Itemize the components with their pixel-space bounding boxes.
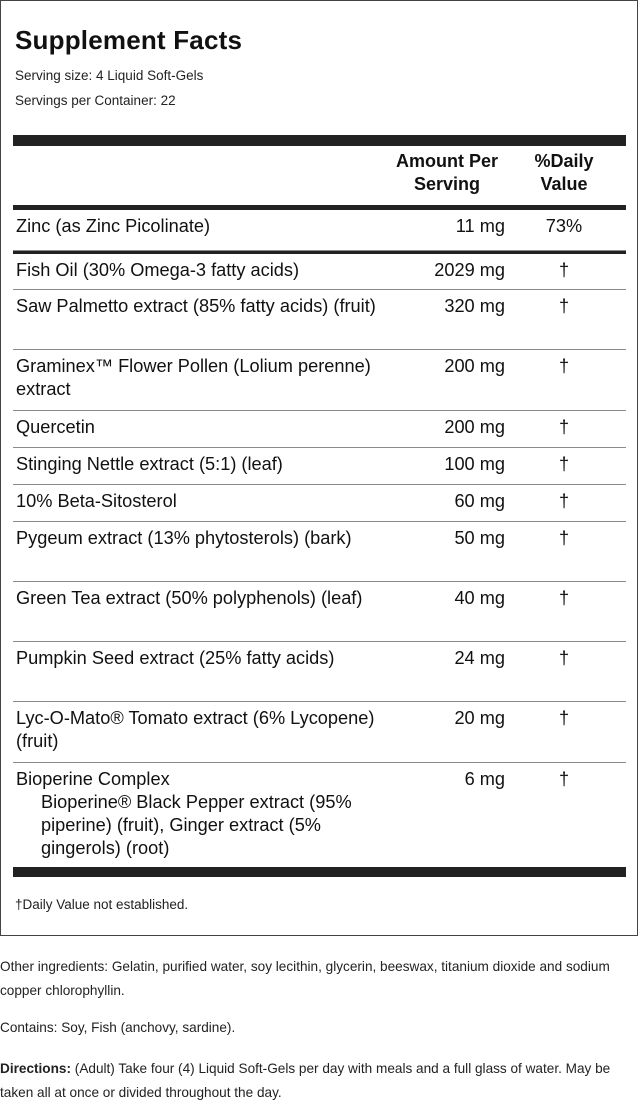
directions-label: Directions:	[0, 1061, 72, 1076]
ingredient-daily-value: †	[558, 260, 570, 280]
ingredient-daily-value: †	[558, 528, 570, 548]
table-row	[13, 485, 626, 522]
table-row	[13, 702, 626, 763]
ingredient-daily-value: †	[558, 769, 570, 789]
ingredient-daily-value: †	[558, 588, 570, 608]
other-ingredients: Other ingredients: Gelatin, purified water, soy lecithin, glycerin, beeswax, titanium dioxide and sodium copper chlorophyllin.	[0, 959, 610, 998]
directions-text: (Adult) Take four (4) Liquid Soft-Gels per day with meals and a full glass of water. May be taken all at once or divided throughout the day.	[0, 1061, 611, 1100]
ingredient-amount: 6 mg	[464, 769, 505, 789]
ingredient-name: Saw Palmetto extract (85% fatty acids) (fruit)	[16, 296, 376, 316]
ingredient-daily-value: †	[558, 454, 570, 474]
ingredient-daily-value: †	[558, 491, 570, 511]
servings-per-container: Servings per Container: 22	[15, 93, 176, 108]
ingredient-amount: 200 mg	[444, 356, 505, 376]
ingredient-amount: 11 mg	[455, 216, 505, 236]
ingredient-daily-value: †	[558, 356, 570, 376]
dv-header-line1: %Daily	[534, 151, 594, 171]
table-row	[13, 448, 626, 485]
table-row	[13, 350, 626, 411]
ingredient-name	[16, 768, 381, 860]
ingredient-amount: 20 mg	[454, 708, 505, 728]
ingredient-amount: 40 mg	[454, 588, 505, 608]
ingredient-daily-value: †	[558, 708, 570, 728]
table-row	[13, 210, 626, 251]
bottom-thick-divider	[13, 867, 626, 877]
directions	[0, 1057, 640, 1105]
ingredient-amount: 50 mg	[454, 528, 505, 548]
table-row	[13, 642, 626, 702]
ingredient-name: Stinging Nettle extract (5:1) (leaf)	[16, 454, 283, 474]
complex-components: Bioperine® Black Pepper extract (95% piperine) (fruit), Ginger extract (5% gingerols) (root)	[41, 792, 352, 858]
ingredient-name: Lyc-O-Mato® Tomato extract (6% Lycopene) (fruit)	[16, 708, 375, 751]
ingredient-name: Pumpkin Seed extract (25% fatty acids)	[16, 648, 335, 668]
ingredient-name: Zinc (as Zinc Picolinate)	[16, 216, 211, 236]
ingredient-amount: 320 mg	[444, 296, 505, 316]
ingredient-daily-value: †	[558, 296, 570, 316]
table-row	[13, 290, 626, 350]
ingredient-name: Pygeum extract (13% phytosterols) (bark)	[16, 528, 352, 548]
ingredient-daily-value: 73%	[545, 216, 583, 236]
daily-value-footnote: †Daily Value not established.	[15, 897, 189, 912]
ingredient-name: Quercetin	[16, 417, 95, 437]
table-row	[13, 763, 626, 867]
table-row	[13, 411, 626, 448]
panel-title: Supplement Facts	[15, 25, 243, 55]
ingredient-daily-value: †	[558, 417, 570, 437]
complex-name: Bioperine Complex	[16, 769, 170, 789]
table-row	[13, 582, 626, 642]
ingredient-amount: 200 mg	[444, 417, 505, 437]
ingredient-amount: 100 mg	[444, 454, 505, 474]
ingredient-name: Fish Oil (30% Omega-3 fatty acids)	[16, 260, 300, 280]
ingredient-amount: 24 mg	[454, 648, 505, 668]
serving-size: Serving size: 4 Liquid Soft-Gels	[15, 68, 204, 83]
ingredient-amount: 2029 mg	[434, 260, 505, 280]
daily-value-column-header	[523, 150, 605, 196]
amount-header-line1: Amount Per	[395, 151, 498, 171]
ingredient-amount: 60 mg	[454, 491, 505, 511]
top-thick-divider	[13, 135, 626, 146]
amount-header-line2: Serving	[413, 174, 481, 194]
ingredient-daily-value: †	[558, 648, 570, 668]
amount-column-header	[377, 150, 517, 196]
table-row	[13, 522, 626, 582]
ingredient-name: Green Tea extract (50% polyphenols) (leaf)	[16, 588, 363, 608]
ingredient-name: Graminex™ Flower Pollen (Lolium perenne) extract	[16, 356, 371, 399]
table-row	[13, 254, 626, 290]
ingredient-name: 10% Beta-Sitosterol	[16, 491, 177, 511]
dv-header-line2: Value	[540, 174, 588, 194]
contains-allergens: Contains: Soy, Fish (anchovy, sardine).	[0, 1020, 236, 1035]
